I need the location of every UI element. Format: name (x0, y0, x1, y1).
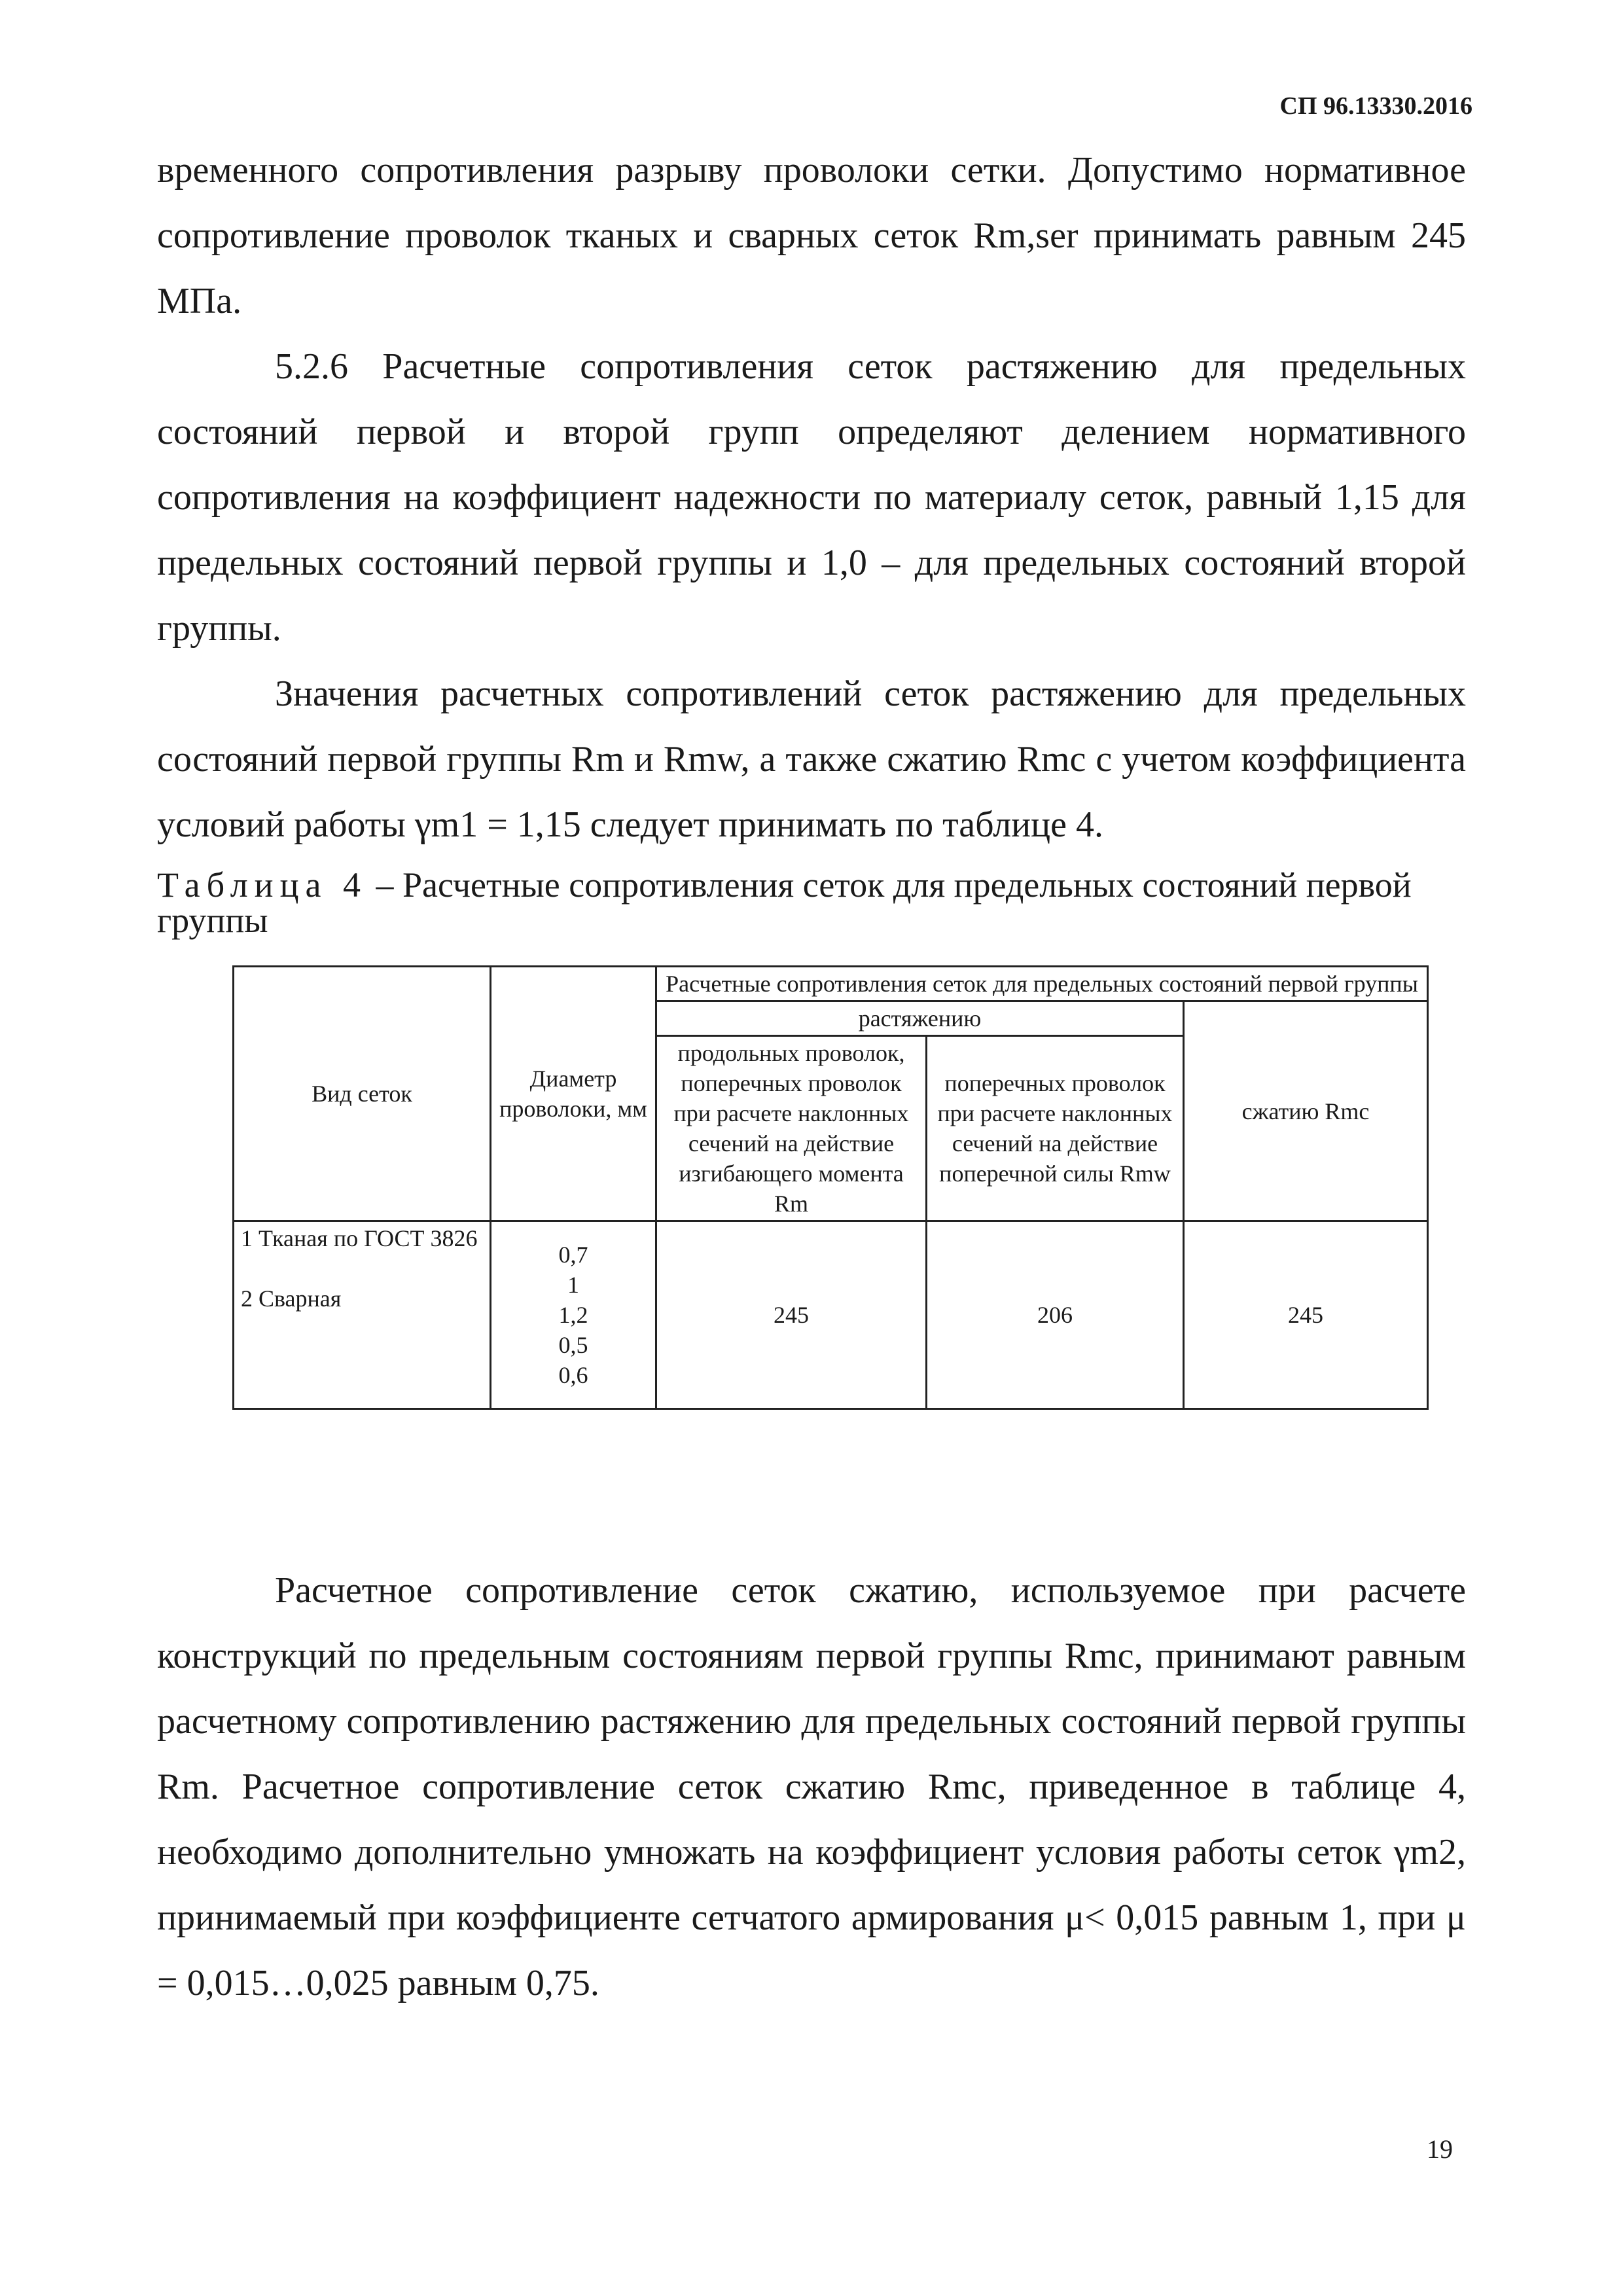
header-tension: растяжению (656, 1001, 1184, 1036)
paragraph-3 (157, 661, 1466, 857)
header-diameter: Диаметр проволоки, мм (491, 967, 656, 1221)
diameter-value: 0,7 (558, 1242, 588, 1268)
paragraph-1: временного сопротивления разрыву проволоки сетки. Допустимо нормативное сопротивление проволок тканых и сварных сеток Rm,ser принимать равным 245 МПа. (157, 150, 1466, 321)
cell-rmw: 206 (927, 1221, 1184, 1409)
header-longitudinal: продольных проволок, поперечных проволок при расчете наклонных сечений на действие изгибающего момента Rm (656, 1036, 927, 1221)
paragraph-4-text: Расчетное сопротивление сеток сжатию, используемое при расчете конструкций по предельным состояниям первой группы Rmc, принимают равным расчетному сопротивлению растяжению для предельных состояний первой группы Rm. Расчетное сопротивление сеток сжатию Rmc, приведенное в таблице 4, необходимо дополнительно умножать на коэффициент условия работы сеток γm2, принимаемый при коэффициенте сетчатого армирования μ< 0,015 равным 1, при μ = 0,015…0,025 равным 0,75. (157, 1570, 1466, 2003)
diameter-value: 1,2 (558, 1302, 588, 1328)
paragraph-4 (157, 1558, 1466, 2016)
cell-rm: 245 (656, 1221, 927, 1409)
cell-diameters (491, 1221, 656, 1409)
row-type-woven: 1 Тканая по ГОСТ 3826 (241, 1225, 478, 1251)
cell-rmc: 245 (1184, 1221, 1428, 1409)
row-type-welded: 2 Сварная (241, 1285, 342, 1312)
header-compression: сжатию Rmc (1184, 1001, 1428, 1221)
header-transverse: поперечных проволок при расчете наклонных сечений на действие поперечной силы Rmw (927, 1036, 1184, 1221)
page-number: 19 (1427, 2134, 1453, 2164)
paragraph-2 (157, 334, 1466, 661)
diameter-value: 0,5 (558, 1332, 588, 1358)
paragraph-2-text: 5.2.6 Расчетные сопротивления сеток растяжению для предельных состояний первой и второй групп определяют делением нормативного сопротивления на коэффициент надежности по материалу сеток, равный 1,15 для предельных состояний первой группы и 1,0 – для предельных состояний второй группы. (157, 346, 1466, 649)
header-group: Расчетные сопротивления сеток для предельных состояний первой группы (656, 967, 1428, 1001)
diameter-value: 0,6 (558, 1362, 588, 1388)
table-caption-text: – Расчетные сопротивления сеток для предельных состояний первой группы (157, 865, 1412, 940)
header-type: Вид сеток (234, 967, 491, 1221)
cell-types (234, 1221, 491, 1409)
paragraph-3-text: Значения расчетных сопротивлений сеток растяжению для предельных состояний первой группы Rm и Rmw, а также сжатию Rmc с учетом коэффициента условий работы γm1 = 1,15 следует принимать по таблице 4. (157, 673, 1466, 845)
table-4 (232, 965, 1429, 1410)
table-row (234, 1221, 1428, 1409)
document-code: СП 96.13330.2016 (1279, 92, 1472, 120)
table-caption (157, 867, 1466, 938)
diameter-value: 1 (567, 1272, 579, 1298)
table-caption-label: Таблица 4 (157, 865, 367, 905)
